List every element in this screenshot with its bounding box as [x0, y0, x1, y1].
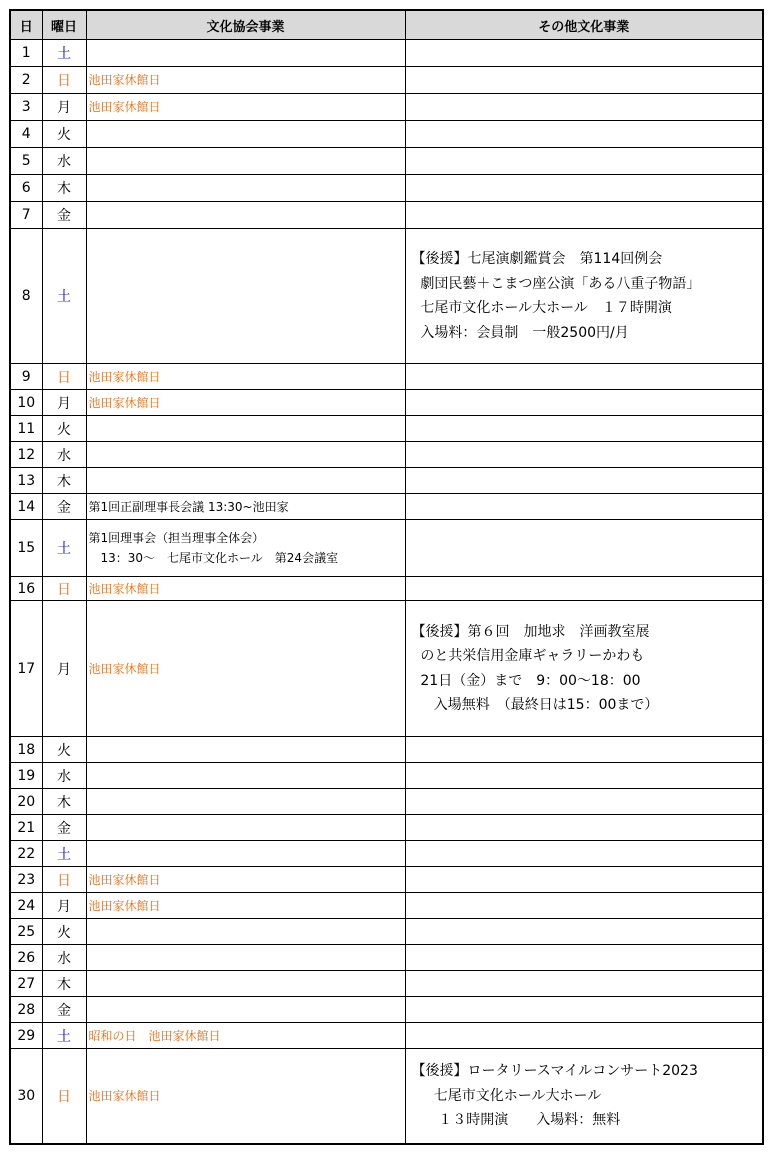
association-event-line: 第1回正副理事長会議 13:30~池田家	[88, 499, 289, 514]
day-number: 6	[10, 175, 42, 202]
day-number: 10	[10, 390, 42, 416]
other-event-cell	[405, 577, 763, 601]
other-event-cell	[405, 1049, 763, 1144]
weekday: 水	[42, 945, 86, 971]
calendar-row	[10, 815, 763, 841]
other-event-cell	[405, 494, 763, 520]
other-event-cell	[405, 1023, 763, 1049]
calendar-row	[10, 997, 763, 1023]
event-calendar-table	[9, 9, 764, 1145]
other-event-cell	[405, 121, 763, 148]
day-number: 18	[10, 737, 42, 763]
calendar-row	[10, 416, 763, 442]
association-event-cell	[86, 202, 405, 229]
other-event-cell	[405, 893, 763, 919]
day-number: 28	[10, 997, 42, 1023]
weekday: 月	[42, 601, 86, 737]
association-event-line: 池田家休館日	[88, 73, 161, 87]
weekday: 水	[42, 763, 86, 789]
association-event-cell	[86, 494, 405, 520]
day-number: 25	[10, 919, 42, 945]
weekday: 金	[42, 494, 86, 520]
day-number: 15	[10, 520, 42, 577]
association-event-cell	[86, 121, 405, 148]
header-row	[10, 10, 763, 40]
association-event-line: 池田家休館日	[88, 100, 161, 114]
weekday: 日	[42, 867, 86, 893]
other-event-cell	[405, 175, 763, 202]
other-event-cell	[405, 789, 763, 815]
day-number: 11	[10, 416, 42, 442]
weekday: 金	[42, 202, 86, 229]
calendar-row	[10, 364, 763, 390]
calendar-row	[10, 468, 763, 494]
other-event-line: 入場料：会員制 一般2500円/月	[411, 324, 629, 341]
day-number: 3	[10, 94, 42, 121]
association-event-cell	[86, 919, 405, 945]
weekday: 月	[42, 893, 86, 919]
weekday: 火	[42, 121, 86, 148]
day-number: 26	[10, 945, 42, 971]
calendar-row	[10, 40, 763, 67]
association-event-line: 13：30～ 七尾市文化ホール 第24会議室	[88, 551, 339, 565]
association-event-line: 第1回理事会（担当理事全体会）	[88, 531, 265, 545]
header-other-events: その他文化事業	[405, 10, 763, 40]
association-event-cell	[86, 175, 405, 202]
calendar-row	[10, 1023, 763, 1049]
day-number: 24	[10, 893, 42, 919]
other-event-cell	[405, 919, 763, 945]
day-number: 9	[10, 364, 42, 390]
association-event-cell	[86, 763, 405, 789]
calendar-row	[10, 175, 763, 202]
association-event-cell	[86, 148, 405, 175]
other-event-line: 入場無料 （最終日は15：00まで）	[411, 697, 659, 713]
association-event-cell	[86, 390, 405, 416]
weekday: 土	[42, 841, 86, 867]
weekday: 月	[42, 94, 86, 121]
calendar-row	[10, 121, 763, 148]
weekday: 土	[42, 1023, 86, 1049]
calendar-row	[10, 841, 763, 867]
association-event-cell	[86, 468, 405, 494]
header-day: 日	[10, 10, 42, 40]
other-event-line: 【後援】ロータリースマイルコンサート2023	[411, 1063, 698, 1079]
other-event-cell	[405, 945, 763, 971]
calendar-row	[10, 789, 763, 815]
other-event-cell	[405, 520, 763, 577]
association-event-line: 昭和の日 池田家休館日	[88, 1028, 221, 1043]
other-event-line: １３時開演 入場料：無料	[411, 1112, 621, 1128]
other-event-cell	[405, 841, 763, 867]
association-event-cell	[86, 789, 405, 815]
other-event-cell	[405, 971, 763, 997]
other-event-cell	[405, 737, 763, 763]
association-event-cell	[86, 1023, 405, 1049]
other-event-cell	[405, 229, 763, 364]
day-number: 5	[10, 148, 42, 175]
association-event-cell	[86, 577, 405, 601]
association-event-line: 池田家休館日	[88, 898, 161, 913]
day-number: 23	[10, 867, 42, 893]
calendar-row	[10, 202, 763, 229]
association-event-line: 池田家休館日	[88, 872, 161, 887]
weekday: 土	[42, 229, 86, 364]
association-event-cell	[86, 442, 405, 468]
association-event-cell	[86, 737, 405, 763]
association-event-line: 池田家休館日	[88, 369, 161, 384]
calendar-row	[10, 520, 763, 577]
weekday: 月	[42, 390, 86, 416]
day-number: 2	[10, 67, 42, 94]
calendar-row	[10, 893, 763, 919]
association-event-cell	[86, 945, 405, 971]
weekday: 火	[42, 416, 86, 442]
other-event-cell	[405, 416, 763, 442]
day-number: 14	[10, 494, 42, 520]
association-event-line: 池田家休館日	[88, 1088, 161, 1103]
weekday: 水	[42, 148, 86, 175]
association-event-cell	[86, 601, 405, 737]
header-association-events: 文化協会事業	[86, 10, 405, 40]
calendar-row	[10, 229, 763, 364]
weekday: 水	[42, 442, 86, 468]
association-event-cell	[86, 997, 405, 1023]
calendar-row	[10, 763, 763, 789]
day-number: 4	[10, 121, 42, 148]
calendar-row	[10, 442, 763, 468]
weekday: 土	[42, 520, 86, 577]
other-event-line: 七尾市文化ホール大ホール １７時開演	[411, 300, 672, 316]
association-event-cell	[86, 364, 405, 390]
association-event-cell	[86, 841, 405, 867]
calendar-body	[10, 40, 763, 1144]
association-event-cell	[86, 94, 405, 121]
association-event-cell	[86, 520, 405, 577]
association-event-cell	[86, 229, 405, 364]
other-event-line: 【後援】七尾演劇鑑賞会 第114回例会	[411, 251, 663, 267]
weekday: 土	[42, 40, 86, 67]
other-event-cell	[405, 67, 763, 94]
other-event-cell	[405, 867, 763, 893]
other-event-line: 21日（金）まで 9：00～18：00	[411, 672, 641, 689]
weekday: 火	[42, 737, 86, 763]
day-number: 27	[10, 971, 42, 997]
calendar-row	[10, 148, 763, 175]
calendar-row	[10, 737, 763, 763]
calendar-row	[10, 971, 763, 997]
day-number: 13	[10, 468, 42, 494]
other-event-cell	[405, 364, 763, 390]
day-number: 29	[10, 1023, 42, 1049]
day-number: 19	[10, 763, 42, 789]
weekday: 木	[42, 175, 86, 202]
weekday: 日	[42, 67, 86, 94]
calendar-row	[10, 919, 763, 945]
day-number: 30	[10, 1049, 42, 1144]
weekday: 木	[42, 789, 86, 815]
association-event-cell	[86, 1049, 405, 1144]
association-event-line: 池田家休館日	[88, 661, 161, 676]
calendar-row	[10, 577, 763, 601]
calendar-row	[10, 67, 763, 94]
calendar-row	[10, 867, 763, 893]
day-number: 17	[10, 601, 42, 737]
day-number: 8	[10, 229, 42, 364]
header-weekday: 曜日	[42, 10, 86, 40]
weekday: 木	[42, 971, 86, 997]
calendar-row	[10, 1049, 763, 1144]
other-event-line: 劇団民藝＋こまつ座公演「ある八重子物語」	[411, 275, 701, 292]
calendar-row	[10, 390, 763, 416]
weekday: 日	[42, 1049, 86, 1144]
calendar-row	[10, 601, 763, 737]
day-number: 16	[10, 577, 42, 601]
association-event-cell	[86, 893, 405, 919]
weekday: 金	[42, 997, 86, 1023]
other-event-cell	[405, 601, 763, 737]
other-event-cell	[405, 202, 763, 229]
association-event-cell	[86, 416, 405, 442]
day-number: 12	[10, 442, 42, 468]
other-event-line: のと共栄信用金庫ギャラリーかわも	[411, 648, 645, 664]
association-event-line: 池田家休館日	[88, 581, 161, 596]
day-number: 22	[10, 841, 42, 867]
day-number: 7	[10, 202, 42, 229]
other-event-line: 【後援】第６回 加地求 洋画教室展	[411, 623, 650, 640]
calendar-row	[10, 494, 763, 520]
other-event-cell	[405, 763, 763, 789]
weekday: 金	[42, 815, 86, 841]
weekday: 日	[42, 364, 86, 390]
association-event-cell	[86, 867, 405, 893]
association-event-cell	[86, 67, 405, 94]
weekday: 木	[42, 468, 86, 494]
association-event-cell	[86, 971, 405, 997]
association-event-line: 池田家休館日	[88, 395, 161, 410]
calendar-row	[10, 945, 763, 971]
calendar-row	[10, 94, 763, 121]
day-number: 1	[10, 40, 42, 67]
weekday: 日	[42, 577, 86, 601]
other-event-cell	[405, 815, 763, 841]
other-event-cell	[405, 997, 763, 1023]
day-number: 20	[10, 789, 42, 815]
weekday: 火	[42, 919, 86, 945]
other-event-cell	[405, 148, 763, 175]
other-event-cell	[405, 468, 763, 494]
other-event-cell	[405, 40, 763, 67]
other-event-cell	[405, 94, 763, 121]
other-event-cell	[405, 442, 763, 468]
other-event-line: 七尾市文化ホール大ホール	[411, 1087, 602, 1104]
day-number: 21	[10, 815, 42, 841]
association-event-cell	[86, 40, 405, 67]
other-event-cell	[405, 390, 763, 416]
association-event-cell	[86, 815, 405, 841]
